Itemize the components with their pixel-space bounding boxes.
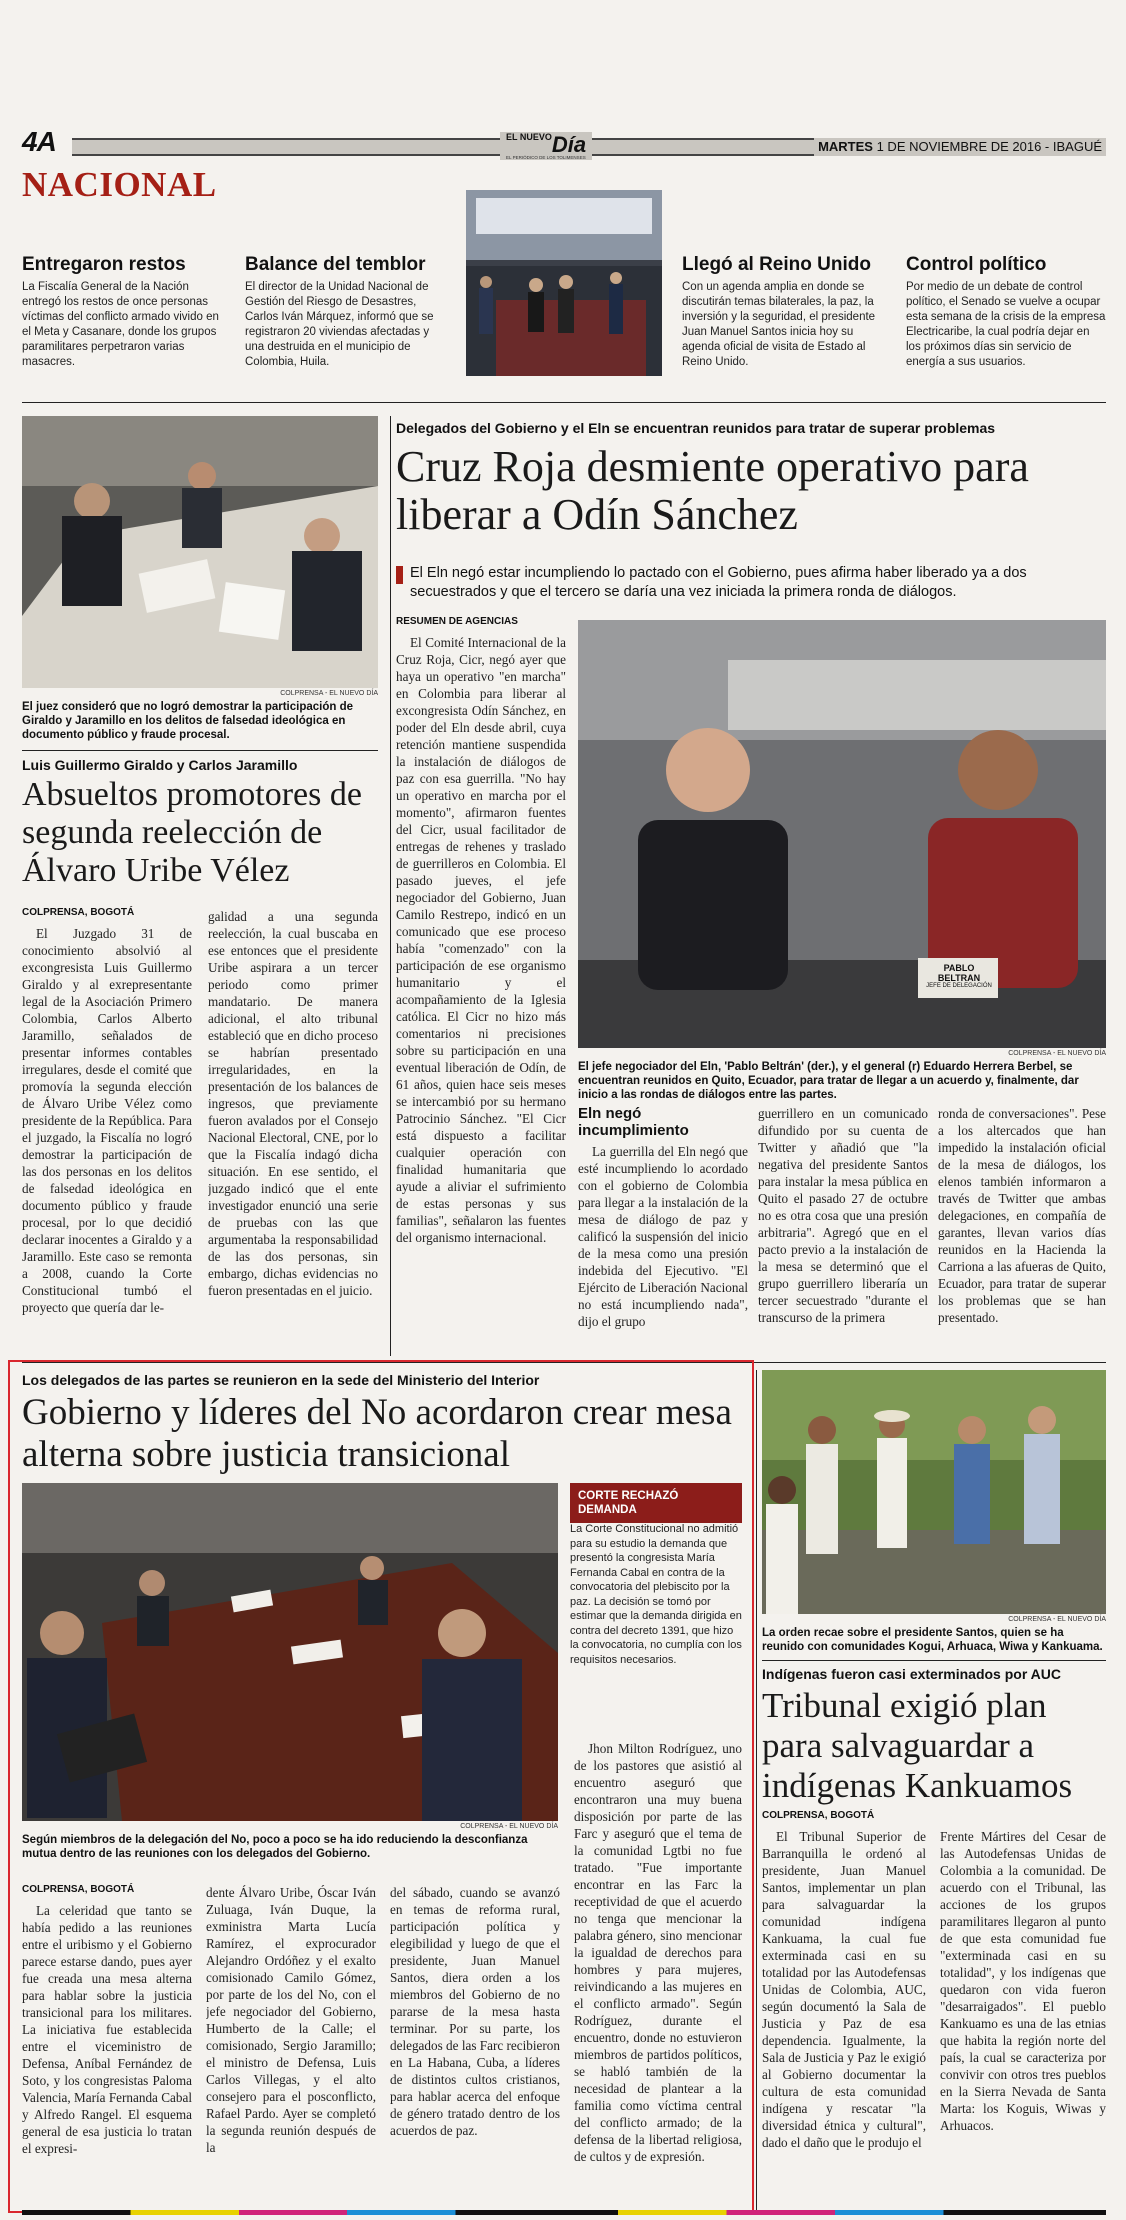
article-headline: Tribunal exigió plan para salvaguardar a indígenas Kankuamos — [762, 1686, 1073, 1805]
photo-credit: COLPRENSA - EL NUEVO DÍA — [460, 1823, 558, 1830]
meeting-photo — [22, 1483, 558, 1821]
article-headline: Cruz Roja desmiente operativo para liberar a Odín Sánchez — [396, 442, 1029, 539]
article-byline: COLPRENSA, BOGOTÁ — [22, 907, 135, 918]
photo-caption: El juez consideró que no logró demostrar la participación de Giraldo y Jaramillo en los delitos de falsedad ideológica en documento público y fraude procesal. — [22, 701, 354, 741]
issue-date: MARTES 1 DE NOVIEMBRE DE 2016 - IBAGUÉ — [814, 138, 1106, 156]
article-column: Jhon Milton Rodríguez, uno de los pastores que asistió al encuentro aseguró que encontraron una muy buena disposición por parte de las Farc y aseguró que el tema de la comunidad Lgtbi no fue tratado. "Fue importante encontrar en las Farc la receptividad de que el acuerdo no tenga que mencionar la palabra género, sino mencionar la igualdad de derechos para hombres y para mujeres, reivindicando a las mujeres en el conflicto armado". Según Rodríguez, durante el encuentro, donde no estuvieron miembros de partidos políticos, se habló también de la necesidad de plantear a la familia como víctima central del conflicto armado; de la defensa de la libertad religiosa, de cultos y de expresión. — [574, 1741, 742, 2164]
deck-marker — [396, 566, 403, 584]
article-byline: COLPRENSA, BOGOTÁ — [22, 1884, 135, 1895]
article-headline: Absueltos promotores de segunda reelección de Álvaro Uribe Vélez — [22, 776, 362, 889]
article-headline: Gobierno y líderes del No acordaron crear mesa alterna sobre justicia transicional — [22, 1392, 732, 1475]
article-column: El Tribunal Superior de Barranquilla le ordenó al presidente, Juan Manuel Santos, implementar un plan para salvaguardar la comunidad indígena Kankuama, la cual fue exterminada casi en su totalidad por las Autodefensas Unidas de Colombia, AUC, según documentó la Sala de Justicia y Paz de esa dependencia. Igualmente, la Sala de Justicia y Paz le exigió al Gobierno documentar la cultura de esta comunidad indígena y rescatar "la diversidad étnica y cultural", dado el daño que le produjo el — [762, 1829, 926, 2150]
photo-credit: COLPRENSA - EL NUEVO DÍA — [1008, 1050, 1106, 1057]
article-byline: RESUMEN DE AGENCIAS — [396, 616, 518, 627]
article-column: La celeridad que tanto se había pedido a las reuniones entre el uribismo y el Gobierno parece estarse dando, pues ayer fue creada una mesa alterna para hablar sobre la justicia transicional para los militares. La iniciativa fue establecida entre el viceministro de Defensa, Aníbal Fernández de Soto, y los congresistas Paloma Valencia, María Fernanda Cabal y Alfredo Rangel. El esquema general de esa justicia lo tratan el expresi- — [22, 1903, 192, 2156]
page-number: 4A — [22, 126, 56, 157]
print-color-bar — [22, 2210, 1106, 2215]
divider — [22, 402, 1106, 403]
article-deck: El Eln negó estar incumpliendo lo pactado con el Gobierno, pues afirma haber liberado ya a dos secuestrados y que el tercero se daría una vez iniciada la primera ronda de diálogos. — [410, 565, 1027, 600]
indigenous-community-photo — [762, 1370, 1106, 1614]
article-byline: COLPRENSA, BOGOTÁ — [762, 1810, 875, 1821]
brief-control-politico: Control político Por medio de un debate de control político, el Senado se vuelve a ocupar esta semana de la crisis de la empresa Electricaribe, la cual podría dejar en los próximos días sin servicio de energía a sus usuarios. — [906, 254, 1106, 368]
article-column: El Comité Internacional de la Cruz Roja, Cicr, negó ayer que haya un operativo "en marcha" en Colombia para liberar al excongresista Odín Sánchez, en poder del Eln desde abril, cuya retención mantiene suspendida la instalación de diálogos de paz con esa guerrilla. "No hay un operativo en marcha por el momento", afirmaron fuentes del Cicr, usual facilitador de entregas de rehenes y traslado de guerrilleros en Colombia. El pasado jueves, el jefe negociador del Gobierno, Juan Camilo Restrepo, indicó en un comunicado que ese proceso había "comenzado" con la participación de ese organismo humanitario y el acompañamiento de la Iglesia católica. El Cicr no hizo más comentarios ni precisiones sobre su participación en una eventual liberación de Odín, de 61 años, quien hace seis meses se intercambió por su hermano Patrocinio Sánchez. "El Cicr está dispuesto a facilitar cualquier operación con finalidad humanitaria que ayude a aliviar el sufrimiento de estas personas y sus familias", señalaron las fuentes del organismo internacional. — [396, 635, 566, 1245]
santos-arrival-photo — [466, 190, 662, 376]
photo-caption: La orden recae sobre el presidente Santos, quien se ha reunido con comunidades Kogui, Arhuaca, Wiwa y Kankuama. — [762, 1627, 1103, 1653]
column-divider — [390, 416, 391, 1356]
eln-delegation-photo — [578, 620, 1106, 1048]
article-column: guerrillero en un comunicado difundido por su cuenta de Twitter y añadió que "la negativa del presidente Santos para instalar la mesa pública en Quito el pasado 27 de octubre no es otra cosa que una presión arbitraria". Agregó que en el pacto previo a la instalación de la mesa se determinó que el grupo guerrillero liberaría un tercer secuestrado "durante el transcurso de la primera — [758, 1106, 928, 1325]
sidebar-box-title: CORTE RECHAZÓ DEMANDA — [570, 1483, 742, 1523]
section-title: NACIONAL — [22, 165, 217, 204]
article-kicker: Delegados del Gobierno y el Eln se encuentran reunidos para tratar de superar problemas — [396, 420, 996, 436]
article-column: galidad a una segunda reelección, la cual buscaba en ese entonces que el presidente Uribe aspirara a un tercer periodo como primer mandatario. De manera adicional, el alto tribunal estableció que en dicho proceso se habrían presentado irregularidades, en la presentación de los balances de ingresos, que previamente fueron avalados por el Consejo Nacional Electoral, CNE, por lo que la Fiscalía indagó dicha situación. En ese sentido, el juzgado indicó que el ente investigador enunció una serie de pruebas con las que argumentaba la responsabilidad de las dos personas, sin embargo, dichas evidencias no fueron presentadas en el juicio. — [208, 909, 378, 1298]
divider — [762, 1660, 1106, 1661]
nameplate: PABLO BELTRAN JEFE DE DELEGACIÓN — [926, 963, 992, 989]
article-column: dente Álvaro Uribe, Óscar Iván Zuluaga, Iván Duque, la exministra Marta Lucía Ramírez, el exprocurador Alejandro Ordóñez y el exalto comisionado Camilo Gómez, por parte de los del No, con el jefe negociador del Gobierno, Humberto de la Calle; el comisionado, Sergio Jaramillo; el ministro de Defensa, Luis Carlos Villegas, y el alto consejero para el posconflicto, Rafael Pardo. Ayer se completó la segunda reunión después de la — [206, 1885, 376, 2155]
article-column: El Juzgado 31 de conocimiento absolvió al excongresista Luis Guillermo Giraldo y al exrepresentante legal de la Asociación Primero Colombia, Carlos Alberto Jaramillo, señalados de presentar informes contables irregulares, desde el comité que promovía la segunda elección de Álvaro Uribe Vélez como presidente de la República. Para el juzgado, la Fiscalía no logró demostrar la participación de las dos personas en los delitos de falsedad ideológica en documento público y fraude procesal, por lo que decidió declarar inocentes a Giraldo y a Jaramillo. Este caso se remonta a 2008, cuando la Corte Constitucional tumbó el proyecto que quería dar le- — [22, 926, 192, 1315]
column-divider — [756, 1370, 757, 2210]
article-kicker: Los delegados de las partes se reunieron en la sede del Ministerio del Interior — [22, 1372, 540, 1388]
article-kicker: Indígenas fueron casi exterminados por AUC — [762, 1666, 1061, 1682]
photo-caption: El jefe negociador del Eln, 'Pablo Beltrán' (der.), y el general (r) Eduardo Herrera Berbel, se encuentran reunidos en Quito, Ecuador, para tratar de llegar a un acuerdo y, finalmente, dar inicio a las rondas de diálogos entre las partes. — [578, 1061, 1079, 1101]
court-photo — [22, 416, 378, 688]
photo-credit: COLPRENSA - EL NUEVO DÍA — [1008, 1616, 1106, 1623]
divider — [22, 750, 378, 751]
newspaper-logo: $^{EL NUEVO}$Día EL PERIÓDICO DE LOS TOLIMENSES — [500, 132, 592, 160]
masthead — [22, 126, 1106, 160]
article-column: ronda de conversaciones". Pese a los altercados que han impedido la instalación oficial de la mesa de diálogos, los elenos también informaron a través de Twitter que ambas delegaciones, en compañía de garantes, llevan varios días reunidos en la Hacienda la Carriona a las afueras de Quito, Ecuador, para tratar de superar los problemas que se han presentado. — [938, 1106, 1106, 1325]
photo-caption: Según miembros de la delegación del No, poco a poco se ha ido reduciendo la desconfianza mutua dentro de las reuniones con los delegados del Gobierno. — [22, 1834, 528, 1860]
brief-reino-unido: Llegó al Reino Unido Con un agenda amplia en donde se discutirán temas bilaterales, la paz, la inversión y la seguridad, el presidente Juan Manuel Santos inicia hoy su agenda oficial de visita de Estado al Reino Unido. — [682, 254, 876, 368]
brief-restos: Entregaron restos La Fiscalía General de la Nación entregó los restos de once personas víctimas del conflicto armado vivido en el Meta y Casanare, donde los grupos paramilitares perpetraron varias masacres. — [22, 254, 219, 368]
article-column: del sábado, cuando se avanzó en temas de reforma rural, participación política y elegibilidad y luego de que el presidente, Juan Manuel Santos, diera orden a los miembros del Gobierno de no pararse de la mesa hasta terminar. Por su parte, los delegados de las Farc recibieron en La Habana, Cuba, a líderes de distintos cultos cristianos, para hablar acerca del enfoque de género tratado dentro de los acuerdos de paz. — [390, 1885, 560, 2138]
article-kicker: Luis Guillermo Giraldo y Carlos Jaramillo — [22, 757, 298, 773]
article-column: La guerrilla del Eln negó que esté incumpliendo lo acordado con el gobierno de Colombia para llegar a la instalación de la mesa de diálogo de paz y calificó la suspensión del inicio de la mesa como una presión indebida del Ejecutivo. "El Ejército de Liberación Nacional no está incumpliendo nada", dijo el grupo — [578, 1144, 748, 1329]
article-column: Frente Mártires del Cesar de las Autodefensas Unidas de Colombia a la comunidad. De acuerdo con el Tribunal, las acciones de los grupos paramilitares llegaron al punto de que esta comunidad fue "exterminada casi en su totalidad", y los indígenas que quedaron con vida fueron "desarraigados". El pueblo Kankuamo es una de las etnias que habita la región norte del país, la cual se caracteriza por convivir con otros tres pueblos en la Sierra Nevada de Santa Marta: los Koguis, Wiwas y Arhuacos. — [940, 1829, 1106, 2133]
photo-credit: COLPRENSA - EL NUEVO DÍA — [280, 690, 378, 697]
brief-temblor: Balance del temblor El director de la Unidad Nacional de Gestión del Riesgo de Desastres, Carlos Iván Márquez, informó que se registraron 20 viviendas afectadas y una destruida en el municipio de Colombia, Huila. — [245, 254, 434, 368]
article-subhead: Eln negó incumplimiento — [578, 1105, 689, 1139]
sidebar-box-text: La Corte Constitucional no admitió para su estudio la demanda que presentó la congresista María Fernanda Cabal en contra de la convocatoria del plebiscito por la paz. La decisión se tomó por estimar que la demanda dirigida en contra del decreto 1391, que hizo la convocatoria, no cumplía con los requisitos necesarios. — [570, 1523, 742, 1666]
